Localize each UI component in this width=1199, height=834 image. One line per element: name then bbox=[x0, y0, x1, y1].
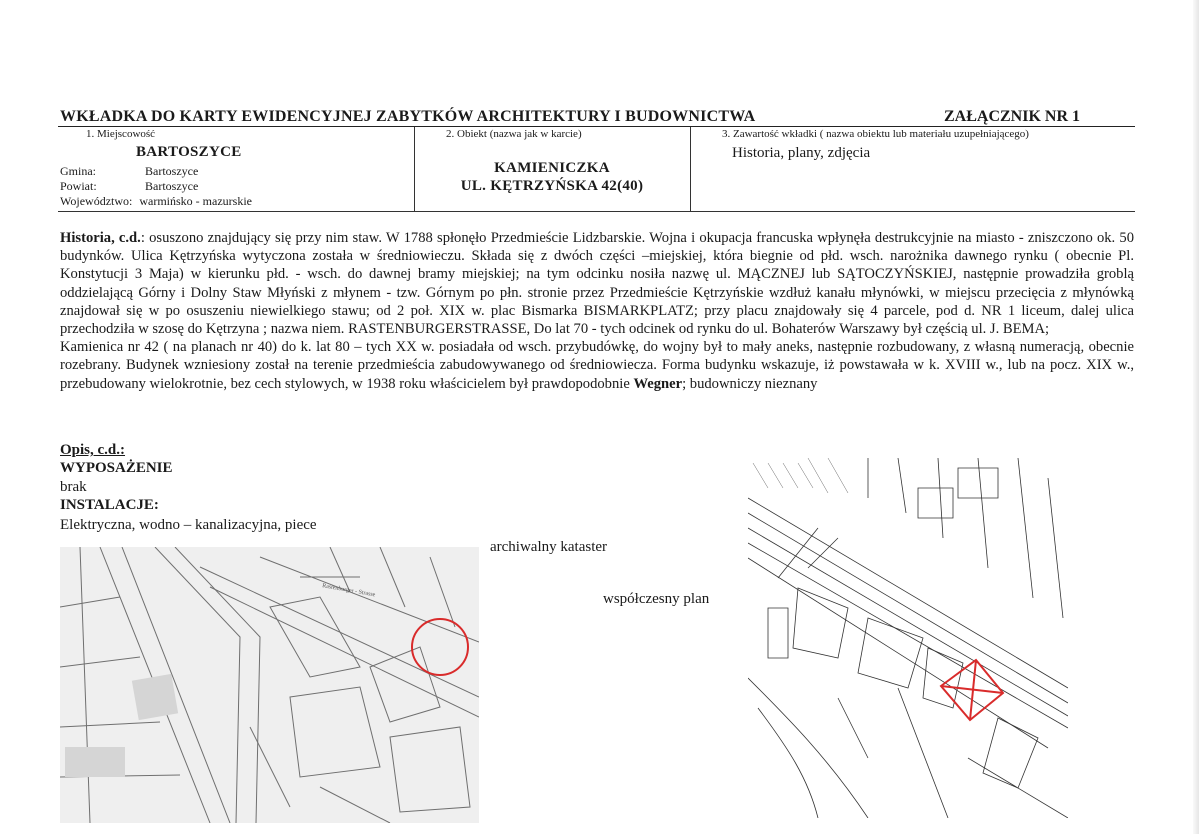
place-name: BARTOSZYCE bbox=[136, 144, 242, 160]
description-heading: Opis, c.d.: bbox=[60, 442, 126, 458]
history-text bbox=[60, 229, 1134, 393]
document-title: WKŁADKA DO KARTY EWIDENCYJNEJ ZABYTKÓW ARCHITEKTURY I BUDOWNICTWA bbox=[60, 108, 756, 125]
archival-cadastre-map bbox=[60, 547, 479, 823]
object-box bbox=[414, 127, 691, 211]
powiat-row bbox=[60, 179, 198, 194]
powiat-value: Bartoszyce bbox=[145, 179, 199, 193]
history-paragraph-2 bbox=[60, 338, 1134, 393]
modern-plan-caption: współczesny plan bbox=[603, 591, 710, 607]
location-box bbox=[58, 127, 415, 211]
wojewodztwo-value: warmińsko - mazurskie bbox=[139, 194, 252, 208]
gmina-row bbox=[60, 164, 198, 179]
contents-value: Historia, plany, zdjęcia bbox=[732, 145, 871, 161]
history-paragraph-1-text: : osuszono znajdujący się przy nim staw. W 1788 spłonęło Przedmieście Lidzbarskie. Wojna i okupacja francuska wpłynęła destrukcyjnie na miasto - zniszczono ok. 50 budynków. Ulica Kętrzyńska wytyczona została w średniowieczu. Składa się z dwóch części –miejskiej, która biegnie od płd. wsch. narożnika dawnego rynku ( obecnie Pl. Konstytucji 3 Maja) w kierunku płd. - wsch. do dawnej bramy miejskiej; na tym odcinku nosiła nazwę ul. MĄCZNEJ lub SĄTOCZYŃSKIEJ, następnie prowadziła groblą oddzielającą Górny i Dolny Staw Młyński z młynem - tzw. Górnym po płn. stronie przez Przedmieście Kętrzyńskie wzdłuż kanału młynówki, w miejscu przecięcia z młynówką znajdował się w po osuszeniu niewielkiego stawu; od 2 poł. XIX w. plac Bismarka BISMARKPLATZ; przy placu znajdowały się 4 parcele, pod d. NR 1 liceum, dalej ulica przechodziła w szosę do Kętrzyna ; nazwa niem. RASTENBURGERSTRASSE, Do lat 70 - tych odcinek od rynku do ul. Bohaterów Warszawy był częścią ul. J. BEMA; bbox=[60, 230, 1134, 338]
wojewodztwo-key: Województwo: bbox=[60, 194, 133, 208]
gmina-value: Bartoszyce bbox=[145, 164, 199, 178]
wojewodztwo-row bbox=[60, 194, 252, 209]
history-paragraph-2-text: Kamienica nr 42 ( na planach nr 40) do k. lat 80 – tych XX w. posiadała od wsch. przybudówkę, do wojny był to mały aneks, następnie rozbudowany, z własną numeracją, obecnie rozebrany. Budynek wzniesiony został na terenie przedmieścia zabudowywanego od średniowiecza. Forma budynku wskazuje, iż powstawała w k. XVIII w., lub na pocz. XIX w., przebudowany wielokrotnie, bez cech stylowych, w 1938 roku właścicielem był prawdopodobnie bbox=[60, 339, 1134, 392]
object-label: 2. Obiekt (nazwa jak w karcie) bbox=[446, 128, 582, 140]
history-paragraph-1 bbox=[60, 229, 1134, 338]
installations-value: Elektryczna, wodno – kanalizacyjna, piece bbox=[60, 517, 317, 533]
location-label: 1. Miejscowość bbox=[86, 128, 156, 140]
history-paragraph-2-end: ; budowniczy nieznany bbox=[682, 375, 818, 392]
scan-edge bbox=[1193, 0, 1199, 834]
object-name: KAMIENICZKA bbox=[494, 160, 610, 176]
equipment-title: WYPOSAŻENIE bbox=[60, 460, 173, 476]
svg-text:Rastenburger - Strasse: Rastenburger - Strasse bbox=[321, 583, 376, 599]
modern-plan-map bbox=[748, 458, 1068, 818]
contents-box bbox=[690, 127, 1134, 211]
history-lead: Historia, c.d. bbox=[60, 230, 141, 246]
archive-map-caption: archiwalny kataster bbox=[490, 539, 608, 555]
gmina-key: Gmina: bbox=[60, 164, 96, 178]
equipment-value: brak bbox=[60, 479, 87, 495]
object-address: UL. KĘTRZYŃSKA 42(40) bbox=[460, 178, 644, 194]
contents-label: 3. Zawartość wkładki ( nazwa obiektu lub materiału uzupełniającego) bbox=[722, 128, 1029, 140]
powiat-key: Powiat: bbox=[60, 179, 97, 193]
annex-label: ZAŁĄCZNIK NR 1 bbox=[944, 108, 1081, 125]
body-divider bbox=[58, 211, 1135, 212]
installations-title: INSTALACJE: bbox=[60, 497, 159, 513]
owner-name: Wegner bbox=[633, 375, 683, 392]
